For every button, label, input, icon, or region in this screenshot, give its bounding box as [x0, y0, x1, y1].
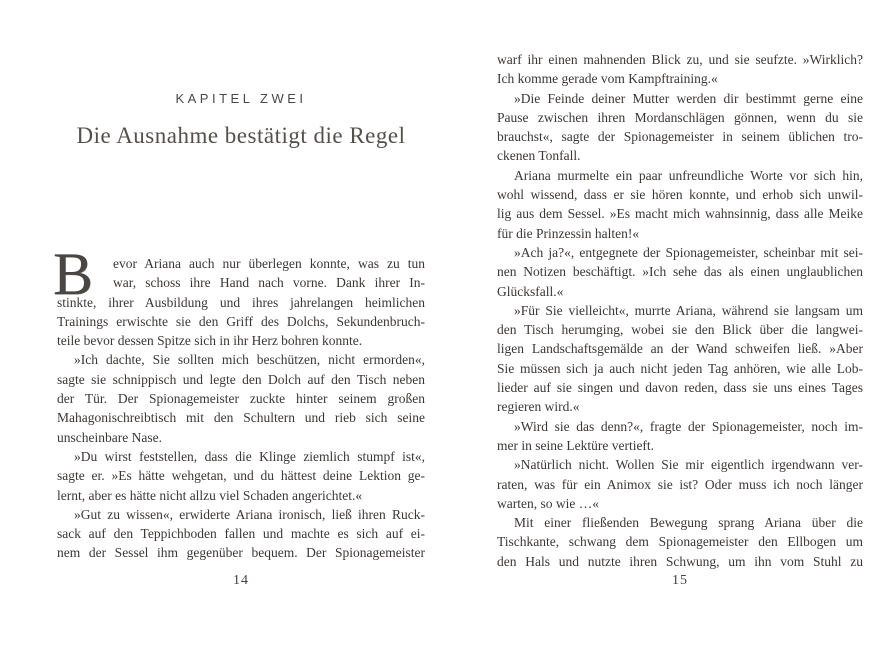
paragraph	[497, 513, 863, 571]
text-line: lieder auf sie singen und davon reden, dass sie uns eines Tages	[497, 380, 863, 396]
right-page	[497, 0, 863, 648]
page-number-right: 15	[672, 573, 688, 588]
text-line: den Tisch herumging, wobei sie den Blick über die langwei-	[497, 322, 863, 338]
text-line: lernt, aber es hätte nicht allzu viel Schaden angerichtet.«	[57, 487, 363, 503]
text-line: teile bevor dessen Spitze sich in ihr Herz bohren konnte.	[57, 333, 363, 349]
paragraph	[497, 243, 863, 301]
text-line: Mahagonischreibtisch mit den Schultern und rieb sich seine	[57, 410, 425, 426]
text-line: »Für Sie vielleicht«, murrte Ariana, während sie langsam um	[514, 302, 863, 318]
text-line: unscheinbare Nase.	[57, 429, 162, 445]
paragraph	[497, 50, 863, 89]
text-line: Glücksfall.«	[497, 283, 564, 299]
text-line: ckenen Tonfall.	[497, 148, 581, 164]
text-line: der Tür. Der Spionagemeister zuckte hinter seinem großen	[57, 391, 425, 407]
text-line: sack auf den Teppichboden fallen und machte es sich auf ei-	[57, 526, 425, 542]
text-line: »Gut zu wissen«, erwiderte Ariana ironisch, ließ ihren Ruck-	[74, 506, 425, 522]
paragraph	[497, 89, 863, 166]
paragraph	[497, 301, 863, 417]
text-line: regieren wird.«	[497, 399, 580, 415]
text-line: »Du wirst feststellen, dass die Klinge ziemlich stumpf ist«,	[74, 448, 425, 464]
text-line: nem der Sessel ihm gegenüber bequem. Der Spionagemeister	[57, 545, 425, 561]
text-line: nen Notizen beschäftigt. »Ich sehe das als einen unglaublichen	[497, 264, 863, 280]
text-line: stinkte, ihrer Ausbildung und ihres jahrelangen heimlichen	[57, 294, 425, 310]
text-line: evor Ariana auch nur überlegen konnte, was zu tun	[113, 256, 425, 271]
text-line: »Natürlich nicht. Wollen Sie mir eigentlich irgendwann ver-	[514, 457, 863, 473]
text-line: »Ach ja?«, entgegnete der Spionagemeister, scheinbar mit sei-	[514, 244, 863, 260]
paragraph	[497, 166, 863, 243]
text-line: Pause zwischen ihren Mordanschlägen gönnen, wenn du sie	[497, 109, 863, 125]
chapter-title: Die Ausnahme bestätigt die Regel	[76, 123, 406, 148]
text-line: Sie müssen sich ja auch nicht jeden Tag anhören, wie alle Lob-	[497, 360, 863, 376]
text-line: Ich komme gerade vom Kampftraining.«	[497, 71, 718, 87]
text-line: »Wird sie das denn?«, fragte der Spionagemeister, noch im-	[514, 418, 863, 434]
text-line: Trainings erwischte sie den Griff des Dolchs, Sekundenbruch-	[57, 313, 425, 329]
text-line: »Ich dachte, Sie sollten mich beschützen, nicht ermorden«,	[74, 352, 425, 368]
paragraph	[497, 455, 863, 513]
page-number-left: 14	[233, 573, 249, 588]
paragraph	[53, 241, 425, 350]
text-line: war, schoss ihre Hand nach vorne. Dank ihrer In-	[113, 275, 425, 291]
text-line: raten, was für ein Animox sie ist? Oder muss ich noch länger	[497, 476, 863, 492]
paragraph	[57, 505, 425, 563]
text-line: Tischkante, schwang dem Spionagemeister den Ellbogen um	[497, 534, 863, 550]
paragraph	[57, 350, 425, 446]
text-line: lig aus dem Sessel. »Es macht mich wahnsinnig, dass alle Meike	[497, 206, 863, 222]
drop-cap-letter: B	[53, 241, 94, 307]
text-line: sagte er. »Es hätte wehgetan, und du hättest deine Lektion ge-	[57, 468, 425, 484]
text-line: sagte sie schnippisch und legte den Dolch auf den Tisch neben	[57, 371, 425, 387]
text-line: warf ihr einen mahnenden Blick zu, und sie seufzte. »Wirklich?	[497, 52, 863, 67]
text-line: für die Prinzessin halten!«	[497, 225, 640, 241]
text-line: ligen Landschaftsgemälde an der Wand schweifen ließ. »Aber	[497, 341, 863, 357]
paragraph	[57, 447, 425, 505]
right-page-body	[497, 50, 863, 571]
text-line: warten, so wie …«	[497, 495, 599, 511]
text-line: brauchst«, sagte der Spionagemeister in seinem üblichen tro-	[497, 129, 863, 145]
text-line: Mit einer fließenden Bewegung sprang Ariana über die	[514, 515, 863, 531]
text-line: den Hals und nutzte ihren Schwung, um ihn vom Stuhl zu	[497, 553, 863, 569]
text-line: Ariana murmelte ein paar unfreundliche Worte vor sich hin,	[514, 167, 863, 183]
chapter-kicker: KAPITEL ZWEI	[175, 91, 307, 106]
text-line: wohl wissend, dass er sie hören konnte, und erhob sich unwil-	[497, 187, 863, 203]
left-page	[53, 0, 425, 648]
left-page-body	[53, 241, 425, 563]
paragraph	[497, 417, 863, 456]
text-line: »Die Feinde deiner Mutter werden dir bestimmt gerne eine	[514, 90, 863, 106]
text-line: mer in seine Lektüre vertieft.	[497, 437, 655, 453]
